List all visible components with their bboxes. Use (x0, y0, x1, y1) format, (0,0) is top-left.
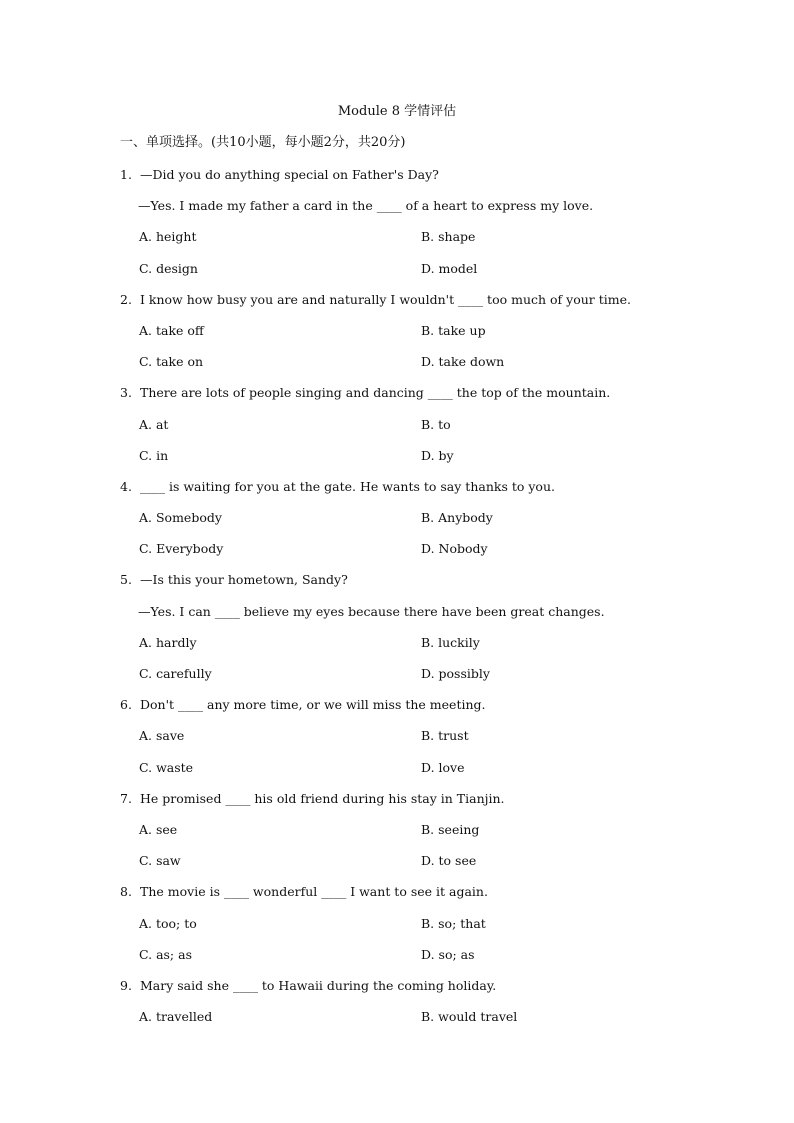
question-5-continuation: —Yes. I can ____ believe my eyes because there have been great changes. (138, 603, 605, 619)
option-b[interactable]: B. luckily (421, 634, 480, 650)
question-4-stem (120, 478, 680, 509)
option-d[interactable]: D. take down (421, 354, 505, 370)
option-c[interactable]: C. waste (139, 759, 194, 775)
question-text: I know how busy you are and naturally I wouldn't ____ too much of your time. (140, 291, 631, 307)
option-b[interactable]: B. seeing (421, 821, 480, 837)
question-9-options-row-1 (120, 1008, 680, 1039)
page-title: Module 8 学情评估 (337, 104, 457, 119)
question-1-options-row-1 (120, 228, 680, 259)
question-text: Mary said she ____ to Hawaii during the coming holiday. (140, 977, 497, 993)
option-a[interactable]: A. Somebody (139, 510, 222, 526)
option-a[interactable]: A. hardly (139, 634, 197, 650)
question-2-stem (120, 291, 680, 322)
question-text: —Is this your hometown, Sandy? (140, 572, 348, 588)
question-text: He promised ____ his old friend during his stay in Tianjin. (140, 790, 505, 806)
question-6-options-row-2 (120, 759, 680, 790)
option-d[interactable]: D. possibly (421, 666, 490, 681)
option-b[interactable]: B. trust (421, 728, 469, 744)
question-8-stem (120, 883, 680, 914)
question-2-options-row-1 (120, 322, 680, 353)
question-6-options-row-1 (120, 727, 680, 758)
question-9-stem (120, 977, 680, 1008)
option-b[interactable]: B. shape (421, 229, 476, 245)
question-8-options-row-2 (120, 946, 680, 977)
option-b[interactable]: B. Anybody (421, 510, 493, 526)
question-number: 8. (120, 884, 132, 900)
option-c[interactable]: C. saw (139, 853, 181, 869)
option-b[interactable]: B. take up (421, 322, 486, 338)
question-3-options-row-2 (120, 447, 680, 478)
option-a[interactable]: A. see (139, 821, 178, 837)
question-text: The movie is ____ wonderful ____ I want to see it again. (140, 884, 488, 900)
question-3-stem (120, 384, 680, 415)
option-d[interactable]: D. model (421, 260, 478, 276)
question-text: There are lots of people singing and dancing ____ the top of the mountain. (140, 385, 611, 401)
question-5-stem (120, 571, 680, 602)
question-2-options-row-2 (120, 353, 680, 384)
question-5-options-row-2 (120, 665, 680, 696)
option-d[interactable]: D. Nobody (421, 541, 488, 557)
question-list (120, 166, 680, 1039)
option-d[interactable]: D. to see (421, 853, 477, 869)
option-c[interactable]: C. as; as (139, 946, 192, 962)
question-7-options-row-2 (120, 852, 680, 883)
option-c[interactable]: C. design (139, 260, 198, 276)
question-8-options-row-1 (120, 915, 680, 946)
question-number: 6. (120, 697, 132, 713)
question-number: 4. (120, 478, 132, 494)
question-1-options-row-2 (120, 260, 680, 291)
option-c[interactable]: C. in (139, 447, 169, 463)
option-d[interactable]: D. by (421, 447, 454, 463)
option-a[interactable]: A. take off (139, 322, 204, 338)
question-1-continuation: —Yes. I made my father a card in the ____ of a heart to express my love. (138, 198, 594, 214)
question-number: 3. (120, 385, 132, 401)
question-7-options-row-1 (120, 821, 680, 852)
option-a[interactable]: A. save (139, 728, 185, 744)
question-3-options-row-1 (120, 416, 680, 447)
question-1-stem (120, 166, 680, 197)
question-7-stem (120, 790, 680, 821)
question-number: 1. (120, 167, 132, 182)
option-a[interactable]: A. at (139, 416, 169, 432)
option-b[interactable]: B. to (421, 416, 451, 432)
section-heading: 一、单项选择。(共10小题，每小题2分，共20分) (120, 135, 406, 150)
question-4-options-row-1 (120, 509, 680, 540)
question-6-stem (120, 696, 680, 727)
option-b[interactable]: B. would travel (421, 1009, 518, 1025)
option-d[interactable]: D. love (421, 759, 465, 775)
option-c[interactable]: C. take on (139, 354, 204, 370)
question-number: 9. (120, 977, 132, 993)
question-4-options-row-2 (120, 540, 680, 571)
option-a[interactable]: A. travelled (139, 1009, 213, 1025)
option-d[interactable]: D. so; as (421, 946, 475, 962)
question-number: 2. (120, 291, 132, 307)
question-text: —Did you do anything special on Father's Day? (140, 167, 439, 182)
question-text: ____ is waiting for you at the gate. He wants to say thanks to you. (140, 478, 555, 494)
question-number: 7. (120, 790, 132, 806)
question-5-options-row-1 (120, 634, 680, 665)
option-c[interactable]: C. Everybody (139, 541, 224, 557)
option-c[interactable]: C. carefully (139, 666, 212, 681)
question-text: Don't ____ any more time, or we will miss the meeting. (140, 697, 486, 713)
option-a[interactable]: A. height (139, 229, 197, 245)
option-b[interactable]: B. so; that (421, 915, 486, 931)
option-a[interactable]: A. too; to (139, 915, 197, 931)
question-number: 5. (120, 572, 132, 588)
